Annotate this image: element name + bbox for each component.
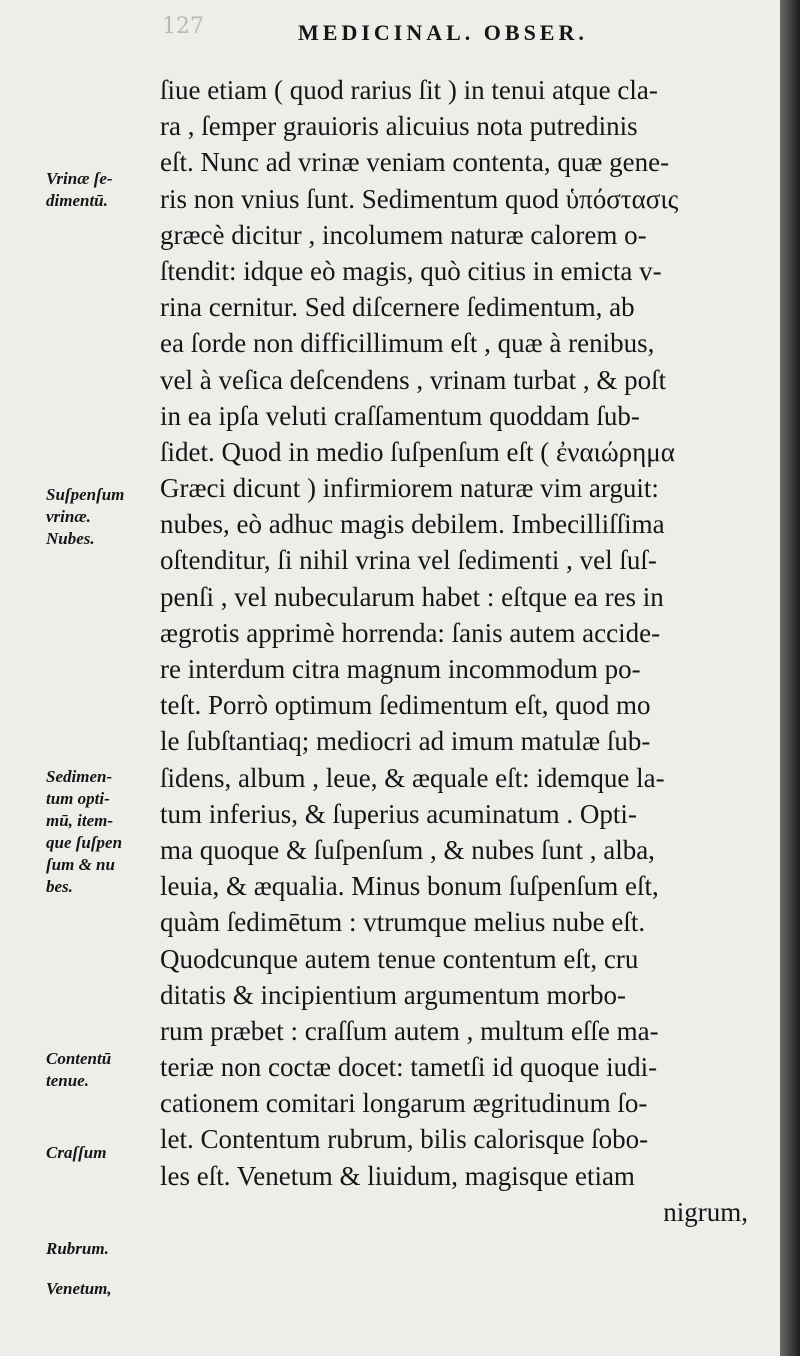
text-line: le ſubſtantiaq; mediocri ad imum matulæ ſub- <box>160 726 651 757</box>
margin-note-contentum-tenue: Contentū tenue. <box>46 1049 112 1090</box>
text-line: tum inferius, & ſuperius acuminatum . Opti- <box>160 798 637 829</box>
text-line: quàm ſedimētum : vtrumque melius nube eſt. <box>160 907 646 938</box>
margin-note-rubrum: Rubrum. <box>46 1239 109 1258</box>
text-line: oſtenditur, ſi nihil vrina vel ſedimenti , vel ſuſ- <box>160 545 657 576</box>
text-line: ea ſorde non difficillimum eſt , quæ à renibus, <box>160 328 655 359</box>
text-line: Græci dicunt ) infirmiorem naturæ vim arguit: <box>160 473 659 504</box>
text-line: vel à veſica deſcendens , vrinam turbat , & poſt <box>160 364 667 395</box>
text-line: cationem comitari longarum ægritudinum ſo- <box>160 1088 648 1119</box>
text-line: ris non vnius ſunt. Sedimentum quod ὑπόστασις <box>160 183 679 214</box>
text-line: in ea ipſa veluti craſſamentum quoddam ſub- <box>160 400 640 431</box>
text-line: let. Contentum rubrum, bilis calorisque ſobo- <box>160 1124 649 1155</box>
margin-note-suspensum: Suſpenſum vrinæ. Nubes. <box>46 485 125 548</box>
margin-note-urinae-sedimentum: Vrinæ ſe- dimentū. <box>46 169 113 210</box>
text-line: penſi , vel nubecularum habet : eſtque ea res in <box>160 581 664 612</box>
text-line: rina cernitur. Sed diſcernere ſedimentum, ab <box>160 292 635 323</box>
text-line: ſidens, album , leue, & æquale eſt: idemque la- <box>160 762 665 793</box>
text-line: ditatis & incipientium argumentum morbo- <box>160 979 626 1010</box>
text-line: ægrotis apprimè horrenda: ſanis autem accide- <box>160 617 661 648</box>
margin-note-sedimentum-optimum: Sedimen- tum opti- mū, item- que ſuſpen ſum & nu bes. <box>46 767 123 896</box>
text-line: re interdum citra magnum incommodum po- <box>160 654 641 684</box>
text-line: teriæ non coctæ docet: tametſi id quoque iudi- <box>160 1052 658 1083</box>
book-spine-shadow <box>780 0 800 1356</box>
text-line: ſtendit: idque eò magis, quò citius in emicta v- <box>160 255 662 286</box>
text-line: teſt. Porrò optimum ſedimentum eſt, quod mo <box>160 690 651 721</box>
margin-note-crassum: Craſſum <box>46 1143 107 1162</box>
text-line: ſiue etiam ( quod rarius ſit ) in tenui atque cla- <box>160 75 658 105</box>
margin-note-venetum: Venetum, <box>46 1279 112 1298</box>
text-line: leuia, & æqualia. Minus bonum ſuſpenſum eſt, <box>160 871 659 902</box>
text-line: rum præbet : craſſum autem , multum eſſe ma- <box>160 1015 659 1046</box>
text-line: nigrum, <box>663 1196 748 1227</box>
page-number: 127 <box>162 14 204 39</box>
body-text <box>160 72 760 1230</box>
text-line: ſidet. Quod in medio ſuſpenſum eſt ( ἐναιώρημα <box>160 436 675 467</box>
text-line: nubes, eò adhuc magis debilem. Imbecilliſſima <box>160 509 665 540</box>
text-line: ra , ſemper grauioris alicuius nota putredinis <box>160 111 638 142</box>
text-line: græcè dicitur , incolumem naturæ calorem o- <box>160 219 647 250</box>
text-line: ma quoque & ſuſpenſum , & nubes ſunt , alba, <box>160 834 655 865</box>
running-head: MEDICINAL. OBSER. <box>298 20 588 45</box>
text-line: Quodcunque autem tenue contentum eſt, cru <box>160 943 639 974</box>
text-line: eſt. Nunc ad vrinæ veniam contenta, quæ gene- <box>160 147 670 178</box>
text-line: les eſt. Venetum & liuidum, magisque etiam <box>160 1160 635 1191</box>
